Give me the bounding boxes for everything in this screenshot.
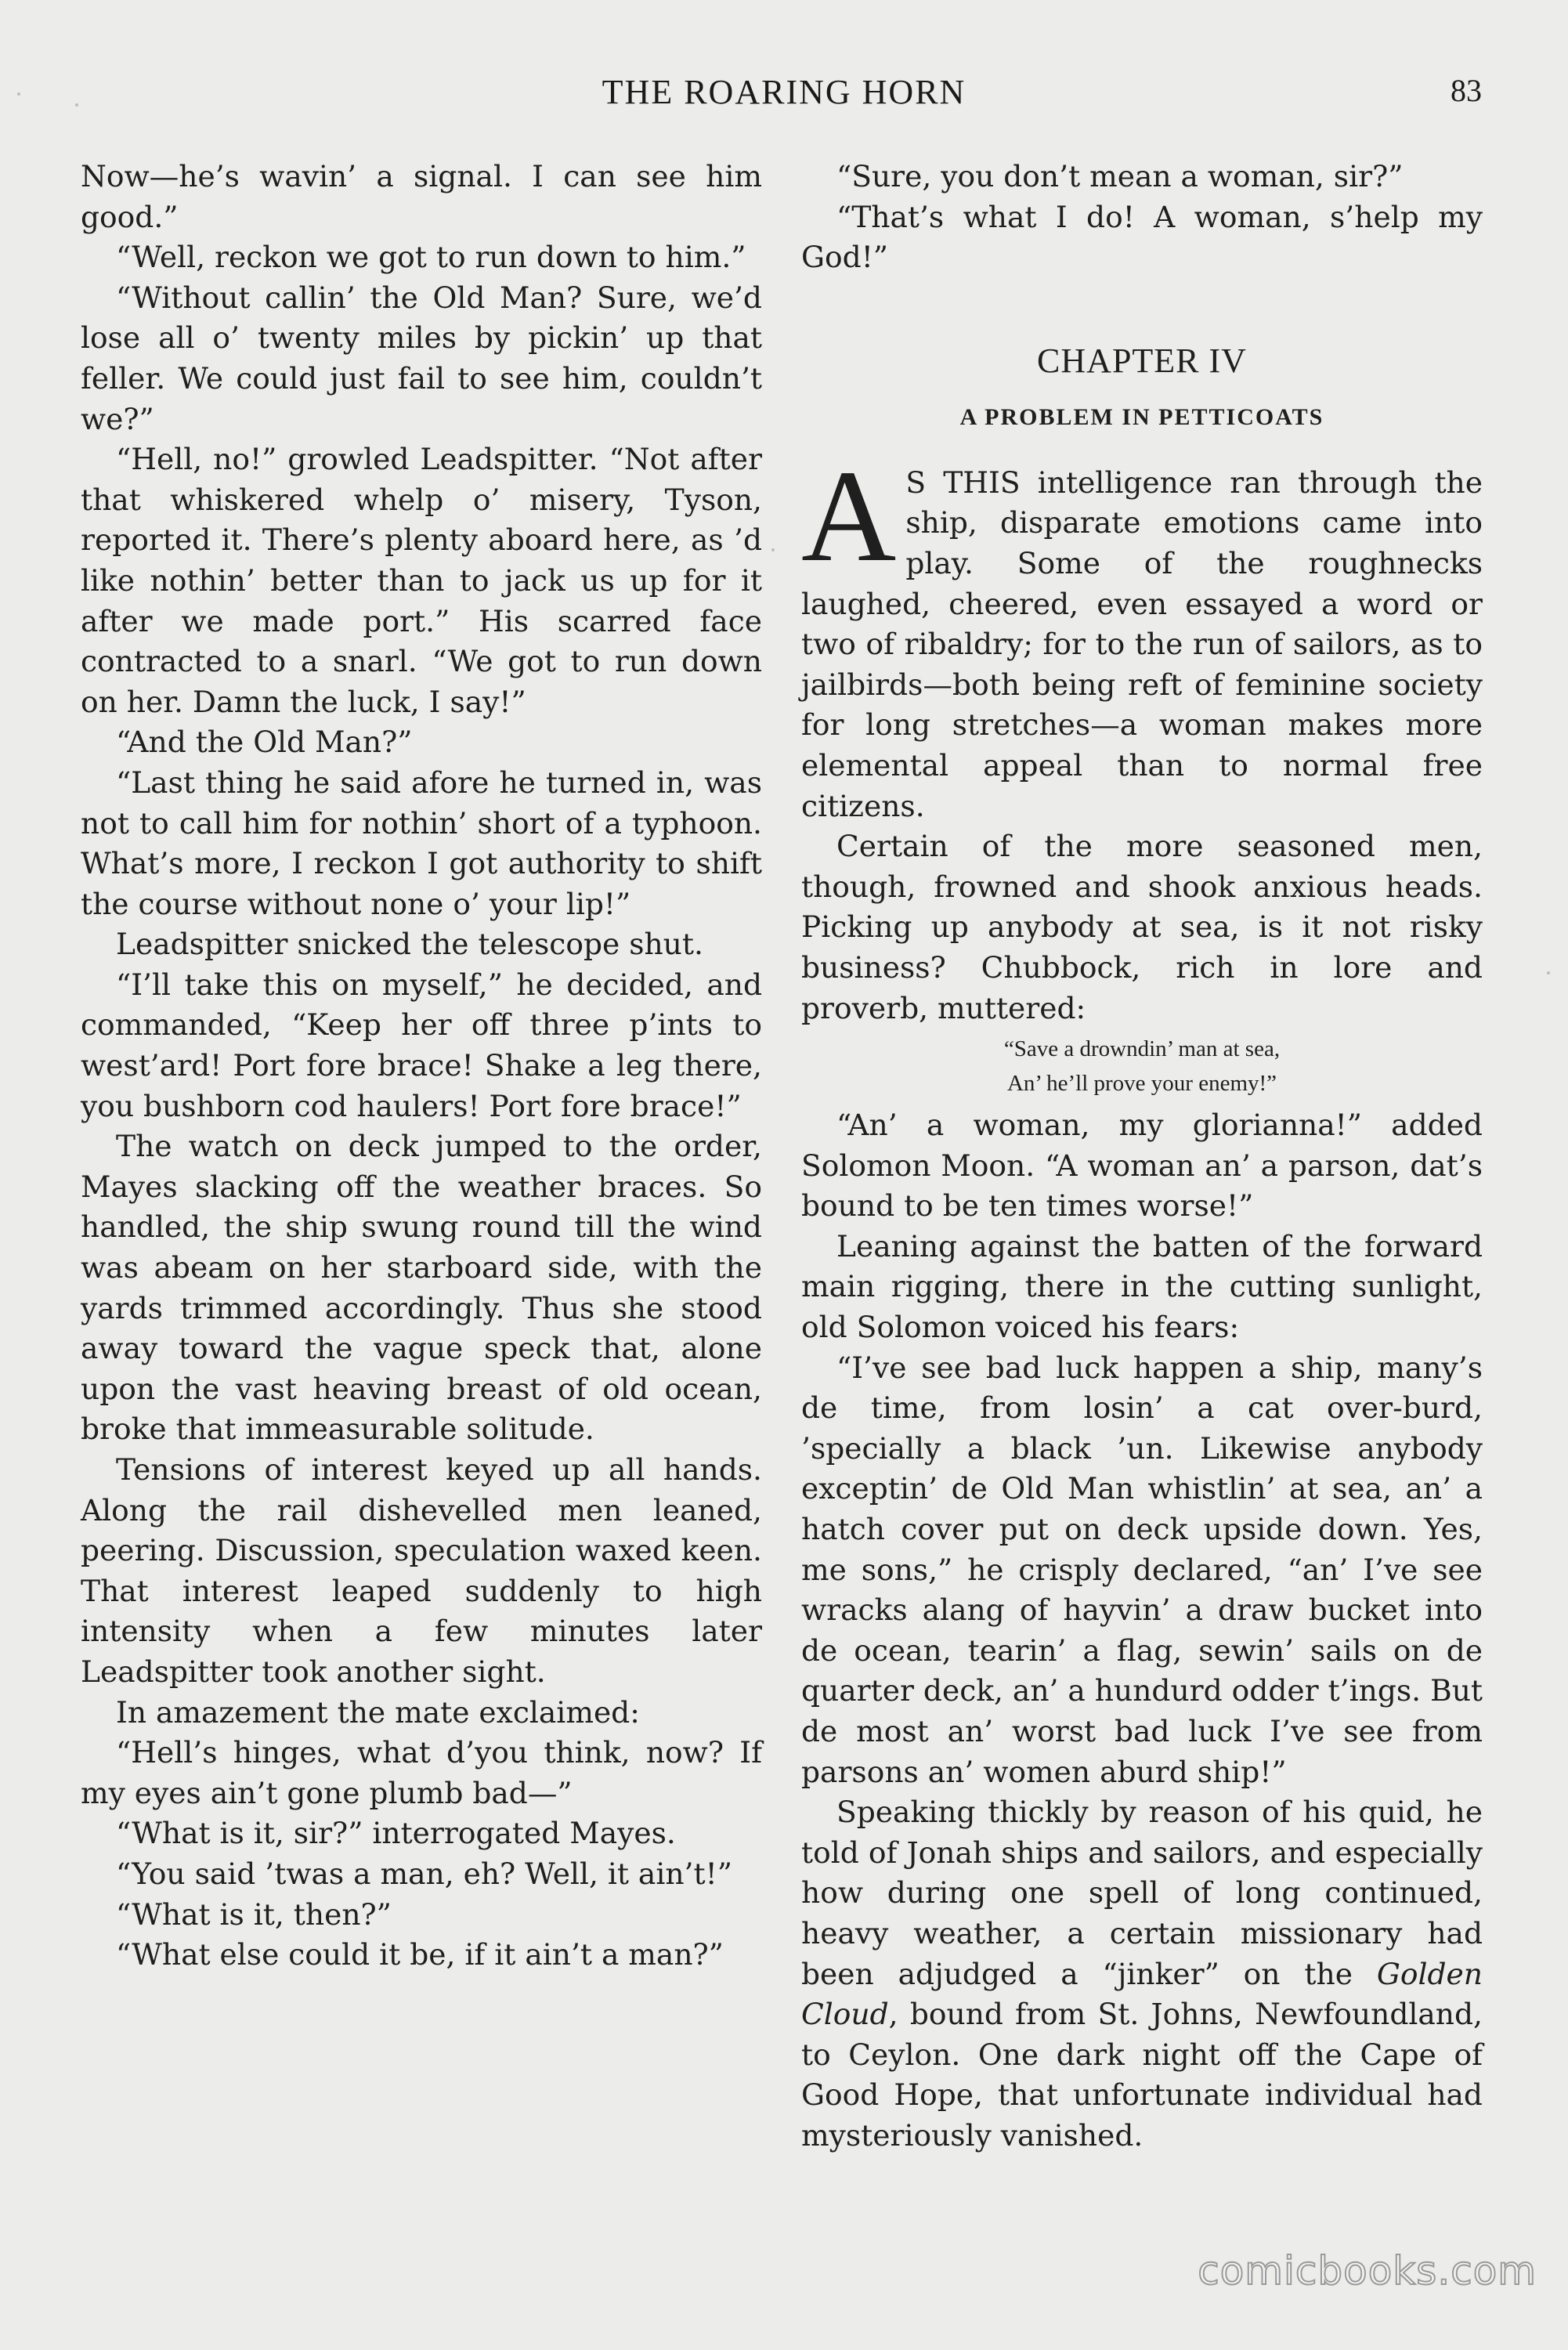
paragraph: “Well, reckon we got to run down to him.” xyxy=(116,240,746,275)
paragraph: “That’s what I do! A woman, s’help my God!” xyxy=(801,199,1483,275)
paragraph: “You said ’twas a man, eh? Well, it ain’t!” xyxy=(116,1856,732,1891)
paragraph: Leadspitter snicked the telescope shut. xyxy=(116,927,703,962)
paragraph: “Last thing he said afore he turned in, was not to call him for nothin’ short of a typhoon. What’s more, I reckon I got authority to shift the course without none o’ your lip!” xyxy=(81,765,762,921)
paragraph: Now—he’s wavin’ a signal. I can see him good.” xyxy=(81,159,762,234)
paragraph: “Without callin’ the Old Man? Sure, we’d lose all o’ twenty miles by pickin’ up that feller. We could just fail to see him, couldn’t we?” xyxy=(81,280,762,436)
verse-line: An’ he’ll prove your enemy!” xyxy=(1006,1071,1277,1097)
proverb-verse xyxy=(801,1032,1483,1101)
paragraph: “I’ll take this on myself,” he decided, and commanded, “Keep her off three p’ints to west’ard! Port fore brace! Shake a leg there, you bushborn cod haulers! Port fore brace!” xyxy=(81,967,762,1123)
verse-line: “Save a drowndin’ man at sea, xyxy=(1003,1036,1281,1062)
paragraph: “What else could it be, if it ain’t a man?” xyxy=(116,1937,724,1972)
ship-name: Golden Cloud xyxy=(801,1956,1483,2032)
paragraph: Certain of the more seasoned men, though, frowned and shook anxious heads. Picking up anybody at sea, is it not risky business? Chubbock, rich in lore and proverb, muttered: xyxy=(801,829,1483,1025)
running-title: THE ROARING HORN xyxy=(602,73,966,111)
chapter-opening-text: S THIS intelligence ran through the ship, disparate emotions came into play. Some of the roughnecks laughed, cheered, even essayed a word or two of ribaldry; for to the run of sailors, as to jailbirds—both being reft of feminine society for long stretches—a woman makes more elemental appeal than to normal free citizens. xyxy=(801,465,1483,823)
watermark-logo: comicbooks.com xyxy=(1198,2248,1537,2294)
page-number: 83 xyxy=(1451,73,1482,108)
paragraph xyxy=(801,1792,1483,2156)
paragraph-text: , bound from St. Johns, Newfoundland, to Ceylon. One dark night off the Cape of Good Hope, that unfortunate individual had mysteriously vanished. xyxy=(801,1997,1483,2153)
left-column xyxy=(81,157,762,1976)
paragraph: “An’ a woman, my glorianna!” added Solomon Moon. “A woman an’ a parson, dat’s bound to be ten times worse!” xyxy=(801,1108,1483,1224)
paper-speck xyxy=(1547,971,1550,974)
paper-speck xyxy=(75,103,78,107)
paragraph: The watch on deck jumped to the order, Mayes slacking off the weather braces. So handled, the ship swung round till the wind was abeam on her starboard side, with the yards trimmed accordingly. Thus she stood away toward the vague speck that, alone upon the vast heaving breast of old ocean, broke that immeasurable solitude. xyxy=(81,1129,762,1447)
paper-speck xyxy=(771,548,775,551)
paragraph: “And the Old Man?” xyxy=(116,725,413,760)
chapter-heading: CHAPTER IV xyxy=(1037,341,1247,380)
paragraph-text: Speaking thickly by reason of his quid, he told of Jonah ships and sailors, and especially how during one spell of long continued, heavy weather, a certain missionary had been adjudged a “jinker” on the xyxy=(801,1795,1483,1991)
chapter-opening-paragraph xyxy=(801,443,1483,826)
paragraph: Leaning against the batten of the forward main rigging, there in the cutting sunlight, old Solomon voiced his fears: xyxy=(801,1228,1483,1345)
paragraph: Tensions of interest keyed up all hands. Along the rail dishevelled men leaned, peering. Discussion, speculation waxed keen. That interest leaped suddenly to high intensity when a few minutes later Leadspitter took another sight. xyxy=(81,1452,762,1689)
page-header xyxy=(0,69,1568,124)
paragraph: “Sure, you don’t mean a woman, sir?” xyxy=(836,159,1404,193)
paragraph: “What is it, then?” xyxy=(116,1896,392,1932)
paragraph: “Hell’s hinges, what d’you think, now? If my eyes ain’t gone plumb bad—” xyxy=(81,1735,762,1810)
paragraph: “What is it, sir?” interrogated Mayes. xyxy=(116,1816,676,1851)
paragraph: “I’ve see bad luck happen a ship, many’s de time, from losin’ a cat over-burd, ’specially a black ’un. Likewise anybody exceptin’ de Old Man whistlin’ at sea, an’ a hatch cover put on deck upside down. Yes, me sons,” he crisply declared, “an’ I’ve see wracks alang of hayvin’ a draw bucket into de ocean, tearin’ a flag, sewin’ sails on de quarter deck, an’ a hundurd odder t’ings. But de most an’ worst bad luck I’ve see from parsons an’ women aburd ship!” xyxy=(801,1350,1483,1789)
right-column xyxy=(801,157,1483,2157)
drop-cap: A xyxy=(801,443,897,589)
paragraph: In amazement the mate exclaimed: xyxy=(116,1694,640,1730)
paragraph: “Hell, no!” growled Leadspitter. “Not after that whiskered whelp o’ misery, Tyson, reported it. There’s plenty aboard here, as ’d like nothin’ better than to jack us up for it after we made port.” His scarred face contracted to a snarl. “We got to run down on her. Damn the luck, I say!” xyxy=(81,442,762,719)
chapter-subtitle: A PROBLEM IN PETTICOATS xyxy=(959,403,1324,430)
paper-speck xyxy=(17,92,20,96)
